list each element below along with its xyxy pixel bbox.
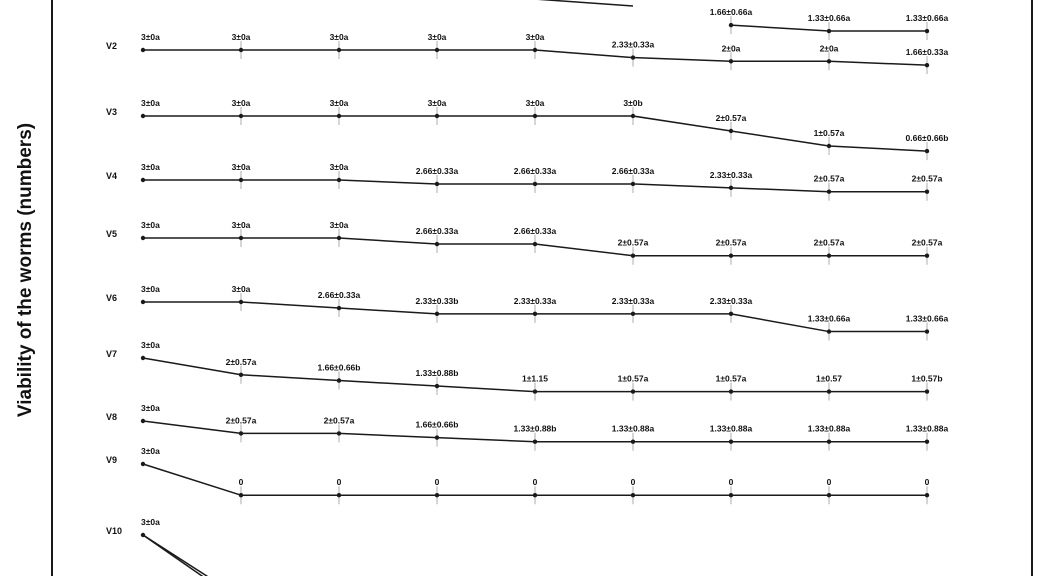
series-v8-data-label-4: 1.66±0.66b	[415, 419, 459, 430]
series-v4-data-label-5: 2.66±0.33a	[513, 165, 557, 176]
series-v5-data-label-1: 3±0a	[141, 220, 160, 230]
series-v9-point-4	[435, 493, 439, 497]
series-v6-point-5	[533, 312, 537, 316]
series-v9-point-5	[533, 493, 537, 497]
series-v9-point-6	[631, 493, 635, 497]
series-v3-point-1	[141, 114, 145, 118]
series-v7-data-label-2: 2±0.57a	[225, 356, 257, 367]
series-v8-point-9	[925, 440, 929, 444]
series-v3-data-label-3: 3±0a	[329, 98, 349, 108]
series-v9-data-label-8: 0	[826, 477, 832, 488]
series-v2-point-5	[533, 48, 537, 52]
series-v3-point-9	[925, 149, 929, 153]
series-v8-data-label-7: 1.33±0.88a	[709, 423, 753, 434]
series-v6-point-6	[631, 312, 635, 316]
series-v9-point-1	[141, 462, 145, 466]
series-v5-data-label-5: 2.66±0.33a	[513, 226, 557, 237]
series-v7-data-label-4: 1.33±0.88b	[415, 368, 459, 379]
series-v8-row-label: V8	[106, 412, 118, 422]
series-v6-data-label-3: 2.66±0.33a	[317, 290, 361, 301]
series-v2-point-1	[141, 48, 145, 52]
series-v4-data-label-9: 2±0.57a	[911, 173, 943, 184]
series-v3-point-3	[337, 114, 341, 118]
series-v6-point-3	[337, 306, 341, 310]
series-v5-data-label-6: 2±0.57a	[617, 237, 649, 248]
series-v2-data-label-4: 3±0a	[427, 32, 447, 42]
series-v5-data-label-8: 2±0.57a	[813, 237, 845, 248]
series-v7-data-label-6: 1±0.57a	[617, 373, 649, 384]
series-v5-point-7	[729, 254, 733, 258]
series-v3-point-6	[631, 114, 635, 118]
series-v8-data-label-8: 1.33±0.88a	[807, 423, 851, 434]
series-v9-data-label-6: 0	[630, 477, 636, 488]
series-v7-point-3	[337, 378, 341, 382]
series-v8-point-3	[337, 431, 341, 435]
series-v8-point-2	[239, 431, 243, 435]
series-v2-point-2	[239, 48, 243, 52]
series-v4-data-label-2: 3±0a	[231, 162, 251, 172]
series-v6-data-label-5: 2.33±0.33a	[513, 295, 557, 306]
series-v3-point-7	[729, 129, 733, 133]
series-v2-data-label-1: 3±0a	[141, 32, 160, 42]
series-v3-point-8	[827, 144, 831, 148]
series-v5-point-9	[925, 254, 929, 258]
series-top-partial-point-7	[729, 23, 733, 27]
series-v3-data-label-5: 3±0a	[525, 98, 545, 108]
series-top-partial-data-label-9: 1.33±0.66a	[905, 13, 949, 24]
series-v5-point-8	[827, 254, 831, 258]
series-v9-data-label-9: 0	[924, 477, 930, 488]
series-v8-point-1	[141, 419, 145, 423]
series-v9-data-label-3: 0	[336, 477, 342, 488]
series-v5-data-label-7: 2±0.57a	[715, 237, 747, 248]
series-v4-data-label-1: 3±0a	[141, 162, 160, 172]
series-v7-data-label-8: 1±0.57	[816, 373, 842, 384]
series-v8-point-6	[631, 440, 635, 444]
series-v7-point-9	[925, 389, 929, 393]
series-v9-data-label-2: 0	[238, 477, 244, 488]
series-v4-point-7	[729, 186, 733, 190]
series-v9-data-label-4: 0	[434, 477, 440, 488]
y-axis-label: Viability of the worms (numbers)	[15, 122, 36, 418]
series-v6-point-1	[141, 300, 145, 304]
series-v2-point-7	[729, 59, 733, 63]
series-v7-data-label-1: 3±0a	[141, 340, 160, 350]
series-v5-data-label-2: 3±0a	[231, 220, 251, 230]
series-v6-point-4	[435, 312, 439, 316]
series-v6-data-label-7: 2.33±0.33a	[709, 295, 753, 306]
series-v2-point-6	[631, 55, 635, 59]
series-v6-point-9	[925, 329, 929, 333]
series-v8-data-label-1: 3±0a	[141, 403, 160, 413]
series-v7-point-4	[435, 384, 439, 388]
series-v3-data-label-6: 3±0b	[623, 98, 643, 108]
series-v2-point-4	[435, 48, 439, 52]
series-v5-point-2	[239, 236, 243, 240]
series-v9-point-7	[729, 493, 733, 497]
series-v7-point-6	[631, 389, 635, 393]
series-v5-point-6	[631, 254, 635, 258]
series-v10-data-label-1: 3±0a	[141, 517, 160, 527]
series-v6-row-label: V6	[106, 293, 118, 303]
series-v9-point-9	[925, 493, 929, 497]
series-v4-data-label-4: 2.66±0.33a	[415, 165, 459, 176]
series-v8-data-label-3: 2±0.57a	[323, 415, 355, 426]
series-v8-point-5	[533, 440, 537, 444]
series-top-partial-point-9	[925, 29, 929, 33]
series-v9-point-3	[337, 493, 341, 497]
series-top-partial-point-8	[827, 29, 831, 33]
series-v3-data-label-1: 3±0a	[141, 98, 160, 108]
series-v4-point-8	[827, 190, 831, 194]
series-v7-point-5	[533, 389, 537, 393]
series-v6-data-label-6: 2.33±0.33a	[611, 295, 655, 306]
series-v2-data-label-3: 3±0a	[329, 32, 349, 42]
series-v8-data-label-9: 1.33±0.88a	[905, 423, 949, 434]
series-v4-data-label-6: 2.66±0.33a	[611, 165, 655, 176]
series-v7-point-8	[827, 389, 831, 393]
series-v6-data-label-4: 2.33±0.33b	[415, 295, 459, 306]
series-v4-point-4	[435, 182, 439, 186]
series-v3-data-label-4: 3±0a	[427, 98, 447, 108]
series-v5-point-4	[435, 242, 439, 246]
series-v2-data-label-9: 1.66±0.33a	[905, 47, 949, 58]
series-v4-point-3	[337, 178, 341, 182]
series-v4-data-label-3: 3±0a	[329, 162, 349, 172]
series-v6-point-2	[239, 300, 243, 304]
series-v8-point-7	[729, 440, 733, 444]
series-v3-point-2	[239, 114, 243, 118]
series-v4-point-5	[533, 182, 537, 186]
series-v2-point-8	[827, 59, 831, 63]
series-v9-point-8	[827, 493, 831, 497]
series-v2-data-label-8: 2±0a	[819, 43, 839, 54]
series-v6-point-7	[729, 312, 733, 316]
series-v6-data-label-9: 1.33±0.66a	[905, 313, 949, 324]
series-v5-point-3	[337, 236, 341, 240]
series-v4-point-2	[239, 178, 243, 182]
series-v10-row-label: V10	[106, 526, 123, 536]
series-v7-row-label: V7	[106, 349, 118, 359]
series-v7-data-label-5: 1±1.15	[522, 373, 548, 384]
series-v4-data-label-7: 2.33±0.33a	[709, 169, 753, 180]
series-v2-data-label-6: 2.33±0.33a	[611, 39, 655, 50]
series-v8-data-label-5: 1.33±0.88b	[513, 423, 557, 434]
series-v6-data-label-2: 3±0a	[231, 284, 251, 294]
series-v4-row-label: V4	[106, 171, 118, 181]
series-v4-point-9	[925, 190, 929, 194]
series-v5-row-label: V5	[106, 229, 118, 239]
series-v8-data-label-6: 1.33±0.88a	[611, 423, 655, 434]
series-v9-row-label: V9	[106, 455, 118, 465]
series-v8-point-8	[827, 440, 831, 444]
series-v3-data-label-8: 1±0.57a	[813, 128, 845, 138]
series-v5-data-label-4: 2.66±0.33a	[415, 226, 459, 237]
series-v4-point-6	[631, 182, 635, 186]
series-v7-point-2	[239, 373, 243, 377]
series-v3-data-label-2: 3±0a	[231, 98, 251, 108]
series-top-partial-data-label-7: 1.66±0.66a	[709, 7, 753, 18]
series-v9-data-label-1: 3±0a	[141, 446, 160, 456]
series-v3-data-label-7: 2±0.57a	[715, 113, 747, 123]
series-v3-point-4	[435, 114, 439, 118]
series-v3-point-5	[533, 114, 537, 118]
series-v7-data-label-3: 1.66±0.66b	[317, 362, 361, 373]
series-v5-point-5	[533, 242, 537, 246]
series-v5-data-label-3: 3±0a	[329, 220, 349, 230]
series-v9-data-label-5: 0	[532, 477, 538, 488]
series-v7-data-label-9: 1±0.57b	[911, 373, 943, 384]
series-v2-point-9	[925, 63, 929, 67]
series-v3-data-label-9: 0.66±0.66b	[905, 133, 949, 144]
series-v5-data-label-9: 2±0.57a	[911, 237, 943, 248]
series-v3-row-label: V3	[106, 107, 118, 117]
series-v6-point-8	[827, 329, 831, 333]
series-v9-data-label-7: 0	[728, 477, 734, 488]
series-v7-point-7	[729, 389, 733, 393]
series-v2-point-3	[337, 48, 341, 52]
series-v8-data-label-2: 2±0.57a	[225, 415, 257, 426]
series-v8-point-4	[435, 435, 439, 439]
series-v6-data-label-8: 1.33±0.66a	[807, 313, 851, 324]
series-v4-point-1	[141, 178, 145, 182]
series-v7-data-label-7: 1±0.57a	[715, 373, 747, 384]
series-v2-data-label-7: 2±0a	[721, 43, 741, 54]
series-v2-data-label-2: 3±0a	[231, 32, 251, 42]
series-v2-row-label: V2	[106, 41, 118, 51]
series-v9-point-2	[239, 493, 243, 497]
series-top-partial-data-label-8: 1.33±0.66a	[807, 13, 851, 24]
series-v5-point-1	[141, 236, 145, 240]
series-v7-point-1	[141, 356, 145, 360]
series-v4-data-label-8: 2±0.57a	[813, 173, 845, 184]
series-v6-data-label-1: 3±0a	[141, 284, 160, 294]
series-v2-data-label-5: 3±0a	[525, 32, 545, 42]
